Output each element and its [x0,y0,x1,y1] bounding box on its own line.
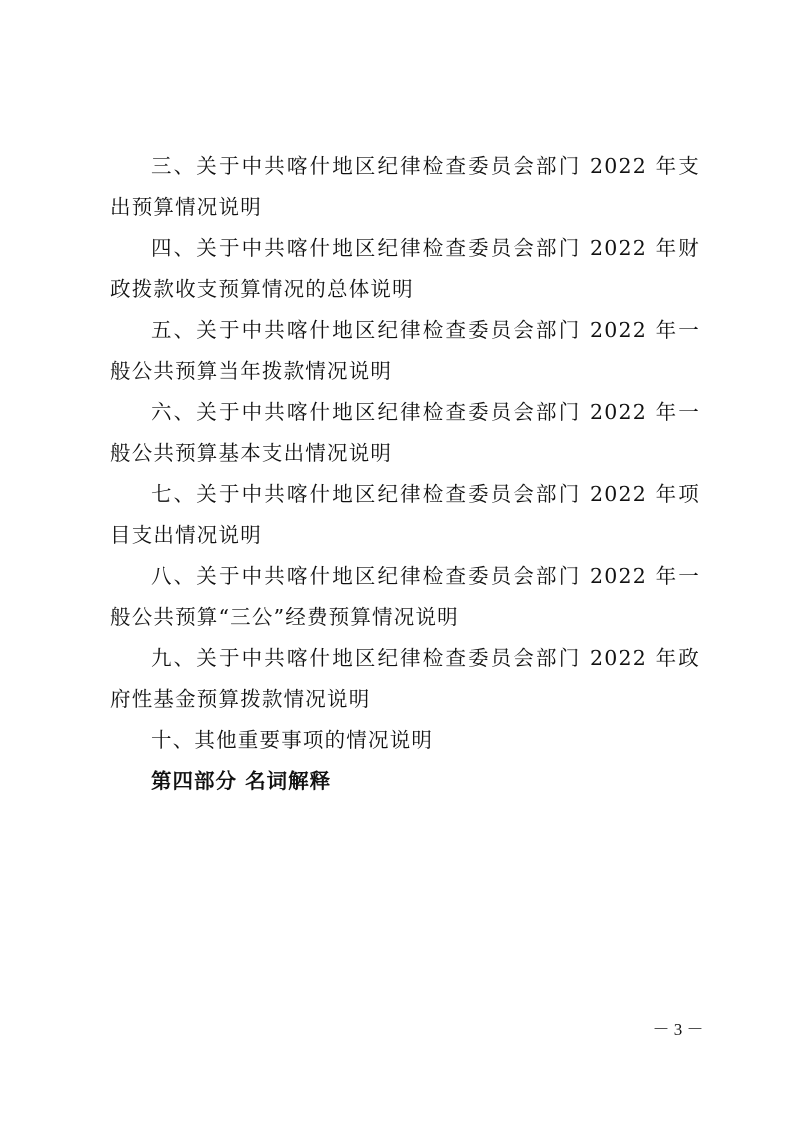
toc-item-4: 四、关于中共喀什地区纪律检查委员会部门 2022 年财政拨款收支预算情况的总体说明 [110,236,700,301]
toc-item-6: 六、关于中共喀什地区纪律检查委员会部门 2022 年一般公共预算基本支出情况说明 [110,400,700,465]
toc-item-8: 八、关于中共喀什地区纪律检查委员会部门 2022 年一般公共预算“三公”经费预算情况说明 [110,564,700,629]
toc-item-3: 三、关于中共喀什地区纪律检查委员会部门 2022 年支出预算情况说明 [110,154,700,219]
table-of-contents [110,146,700,802]
toc-item-7: 七、关于中共喀什地区纪律检查委员会部门 2022 年项目支出情况说明 [110,482,700,547]
toc-item-10: 十、其他重要事项的情况说明 [151,728,434,752]
toc-item-9: 九、关于中共喀什地区纪律检查委员会部门 2022 年政府性基金预算拨款情况说明 [110,646,700,711]
toc-item-5: 五、关于中共喀什地区纪律检查委员会部门 2022 年一般公共预算当年拨款情况说明 [110,318,700,383]
page-number: － 3 － [652,1020,704,1039]
section-heading: 第四部分 名词解释 [151,769,332,793]
